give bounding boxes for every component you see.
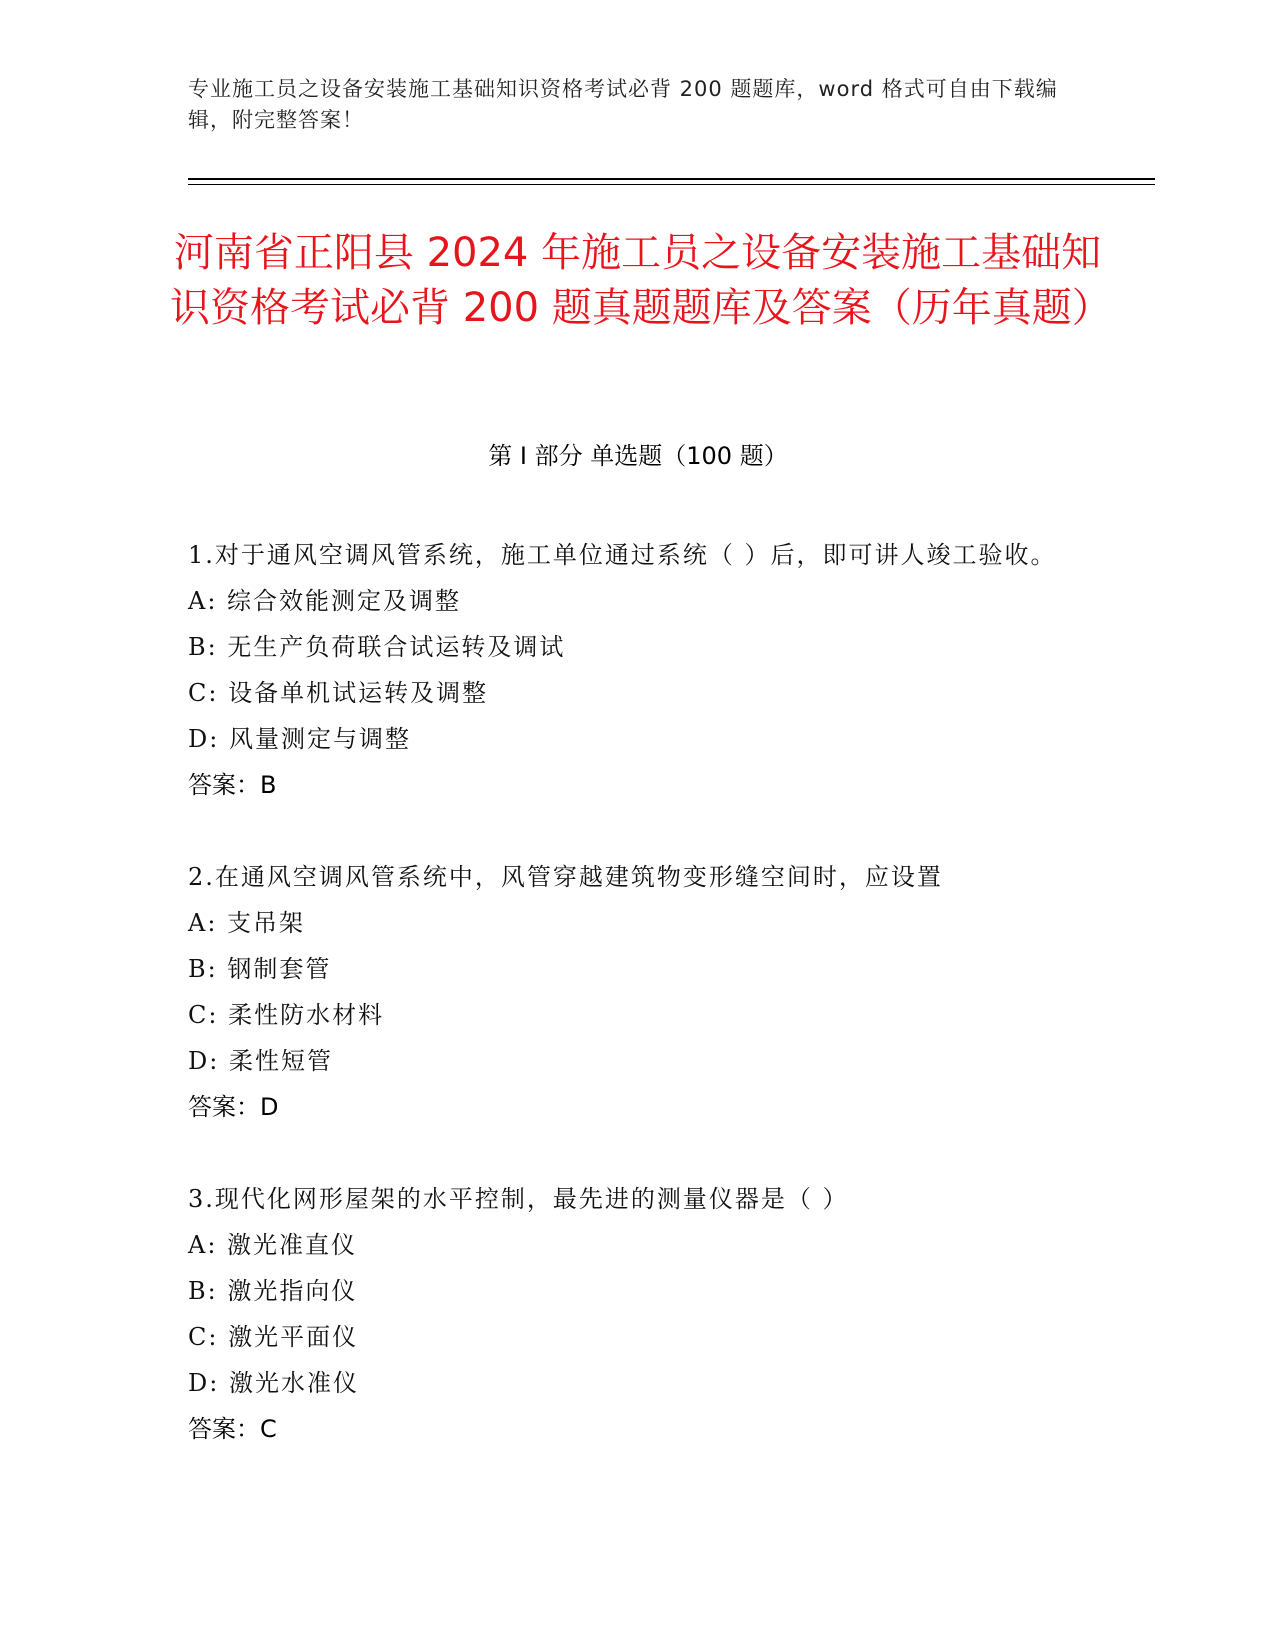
option-c: C: 激光平面仪 [188,1323,359,1351]
question-3 [188,1176,1088,1452]
question-stem: 1.对于通风空调风管系统，施工单位通过系统（ ）后，即可讲人竣工验收。 [188,541,1057,569]
option-a: A: 综合效能测定及调整 [188,587,462,615]
option-a: A: 激光准直仪 [188,1231,358,1259]
header-rule-thin [188,184,1155,185]
answer: 答案：D [188,1093,279,1121]
option-b: B: 钢制套管 [188,955,332,983]
question-1 [188,532,1088,808]
option-c: C: 设备单机试运转及调整 [188,679,489,707]
option-b: B: 激光指向仪 [188,1277,358,1305]
option-c: C: 柔性防水材料 [188,1001,385,1029]
document-title: 河南省正阳县 2024 年施工员之设备安装施工基础知识资格考试必背 200 题真题题库及答案（历年真题） [170,230,1112,331]
question-stem: 3.现代化网形屋架的水平控制，最先进的测量仪器是（ ） [188,1185,849,1213]
header-note: 专业施工员之设备安装施工基础知识资格考试必背 200 题题库，word 格式可自由下载编辑，附完整答案！ [188,77,1058,132]
answer: 答案：B [188,771,277,799]
option-b: B: 无生产负荷联合试运转及调试 [188,633,566,661]
answer: 答案：C [188,1415,277,1443]
question-stem: 2.在通风空调风管系统中，风管穿越建筑物变形缝空间时，应设置 [188,863,943,891]
option-d: D: 激光水准仪 [188,1369,359,1397]
option-d: D: 柔性短管 [188,1047,333,1075]
question-list [188,532,1088,1498]
option-a: A: 支吊架 [188,909,306,937]
question-2 [188,854,1088,1130]
header-rule-thick [188,178,1155,180]
option-d: D: 风量测定与调整 [188,725,411,753]
section-heading: 第 I 部分 单选题（100 题） [488,442,788,470]
